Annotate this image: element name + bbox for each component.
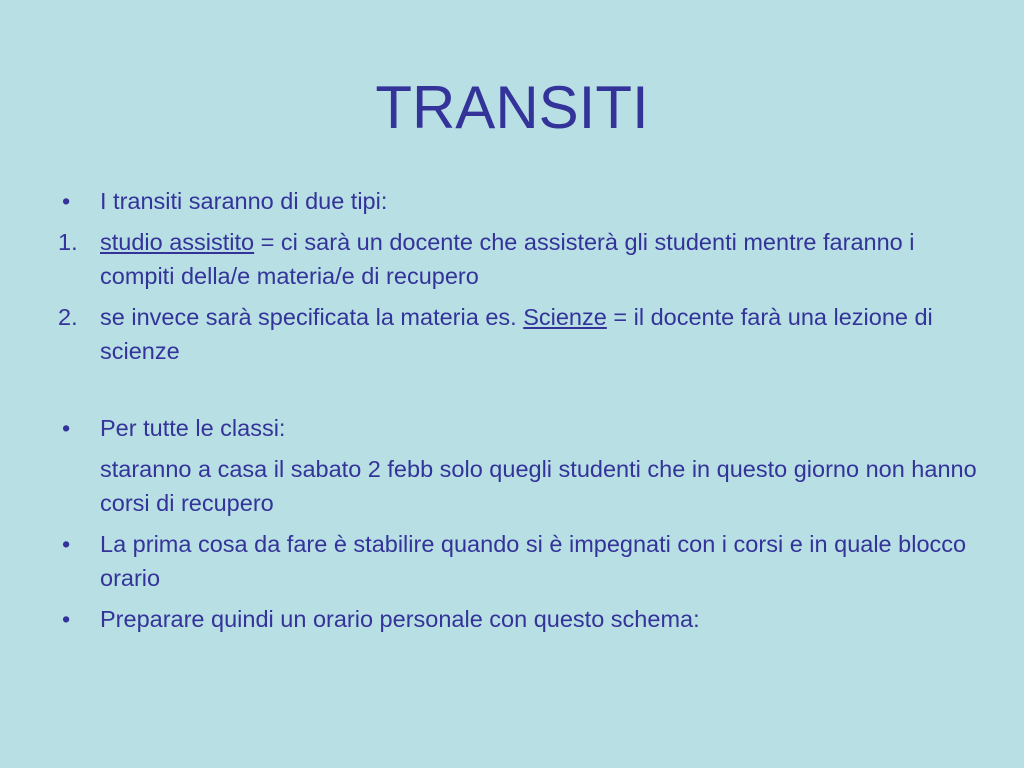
paragraph-text: staranno a casa il sabato 2 febb solo quegli studenti che in questo giorno non hanno corsi di recupero	[100, 456, 977, 516]
number-marker: 1.	[58, 229, 78, 255]
bullet-text: La prima cosa da fare è stabilire quando si è impegnati con i corsi e in quale blocco orario	[100, 531, 967, 591]
spacer	[58, 375, 978, 411]
bullet-item-first-step	[58, 527, 978, 595]
slide-content	[58, 184, 978, 643]
item-text: = ci sarà un docente che assisterà gli studenti mentre faranno i compiti della/e materia/e di recupero	[100, 229, 915, 289]
item-text-before: se invece sarà specificata la materia es.	[100, 304, 524, 330]
bullet-marker: •	[62, 531, 71, 557]
bullet-marker: •	[62, 606, 71, 632]
bullet-item-all-classes	[58, 411, 978, 445]
bullet-marker: •	[62, 188, 71, 214]
studio-assistito-term: studio assistito	[100, 229, 255, 255]
numbered-item-studio-assistito	[58, 225, 978, 293]
item-text-after: = il docente farà una lezione di scienze	[100, 304, 933, 364]
scienze-term: Scienze	[523, 304, 607, 330]
number-marker: 2.	[58, 304, 78, 330]
bullet-marker: •	[62, 415, 71, 441]
numbered-item-scienze	[58, 300, 978, 368]
bullet-item-transit-types	[58, 184, 978, 218]
bullet-text: Per tutte le classi:	[100, 415, 286, 441]
bullet-text: I transiti saranno di due tipi:	[100, 188, 388, 214]
slide-title: TRANSITI	[375, 74, 649, 141]
bullet-text: Preparare quindi un orario personale con questo schema:	[100, 606, 700, 632]
bullet-item-schedule	[58, 602, 978, 636]
paragraph-saturday	[58, 452, 978, 520]
